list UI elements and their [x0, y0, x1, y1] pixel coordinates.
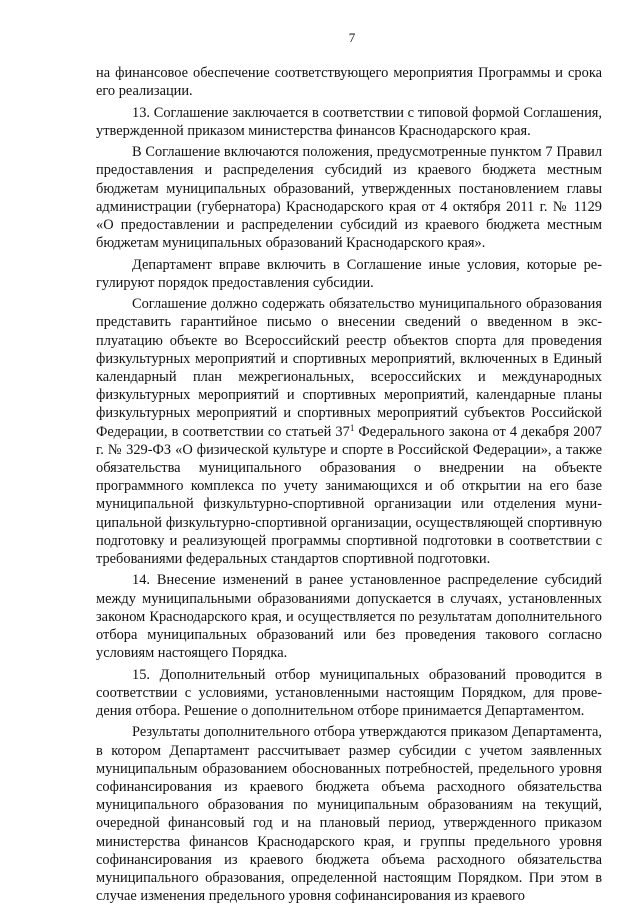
document-body [96, 64, 602, 905]
paragraph-agreement-obligations [96, 295, 602, 568]
paragraph-selection-results: Результаты дополнительного отбора утверждаются приказом Департамента, в котором Департамент рассчитывает размер субсидии с учетом заявленных муниципальным образованием обоснованных потребностей, предельного уровня софинансирования из краевого бюджета объема расходного обязательства муниципального образования по муниципальным образованиям на текущий, очередной финансовый год и на плановый период, утвержденного приказом министерства финансов Краснодарского края, и группы предельного уровня софинансирования из краевого бюджета объема расходного обязательства муниципального образования, определенной настоящим Порядком. При этом в случае изменения предельного уровня софинансирования из краевого [96, 724, 602, 905]
paragraph-agreement-obligations-part1: Соглашение должно содержать обязательство муниципального образования представить гарантийное письмо о внесении сведений о введенном в эксплуатацию объекте во Всероссийский реестр объектов спорта для проведения физкультурных мероприятий и спортивных мероприятий, включенных в Единый календарный план межрегиональных, всероссийских и международных физкультурных мероприятий и спортивных мероприятий, календарные планы физкультурных мероприятий и спортивных мероприятий субъектов Российской Федерации, в соответствии со статьей 37 [96, 296, 602, 440]
paragraph-15: 15. Дополнительный отбор муниципальных образований проводится в соответствии с условиями, установленными настоящим Порядком, для проведения отбора. Решение о дополнительном отборе принимается Департаментом. [96, 666, 602, 720]
paragraph-agreement-obligations-part2: Федерального закона от 4 декабря 2007 г. № 329-ФЗ «О физической культуре и спорте в Российской Федерации», а также обязательства муниципального образования о внедрении на объекте программного комплекса по учету занимающихся и об открытии на его базе муниципальной физкультурно-спортивной организации или отделения муниципальной физкультурно-спортивной организации, осуществляющей спортивную подготовку и реализующей программы спортивной подготовки в соответствии с требованиями федеральных стандартов спортивной подготовки. [96, 423, 603, 568]
page-number: 7 [348, 30, 356, 45]
article-superscript: 1 [349, 422, 355, 433]
paragraph-13: 13. Соглашение заключается в соответствии с типовой формой Соглашения, утвержденной приказом министерства финансов Краснодарского края. [96, 104, 602, 139]
paragraph-14: 14. Внесение изменений в ранее установленное распределение субсидий между муниципальными образованиями допускается в случаях, установленных законом Краснодарского края, и осуществляется по результатам дополнительного отбора муниципальных образований или без проведения такового согласно условиям настоящего Порядка. [96, 572, 602, 662]
paragraph-agreement-provisions: В Соглашение включаются положения, предусмотренные пунктом 7 Правил предоставления и распределения субсидий из краевого бюджета местным бюджетам муниципальных образований, утвержденных постановлением главы администрации (губернатора) Краснодарского края от 4 октября 2011 г. № 1129 «О предоставлении и распределении субсидий из краевого бюджета местным бюджетам муниципальных образований Краснодарского края». [96, 144, 602, 252]
paragraph-continuation: на финансовое обеспечение соответствующего мероприятия Программы и срока его реализации. [96, 65, 602, 100]
paragraph-department-conditions: Департамент вправе включить в Соглашение иные условия, которые регулируют порядок предоставления субсидии. [96, 256, 602, 291]
